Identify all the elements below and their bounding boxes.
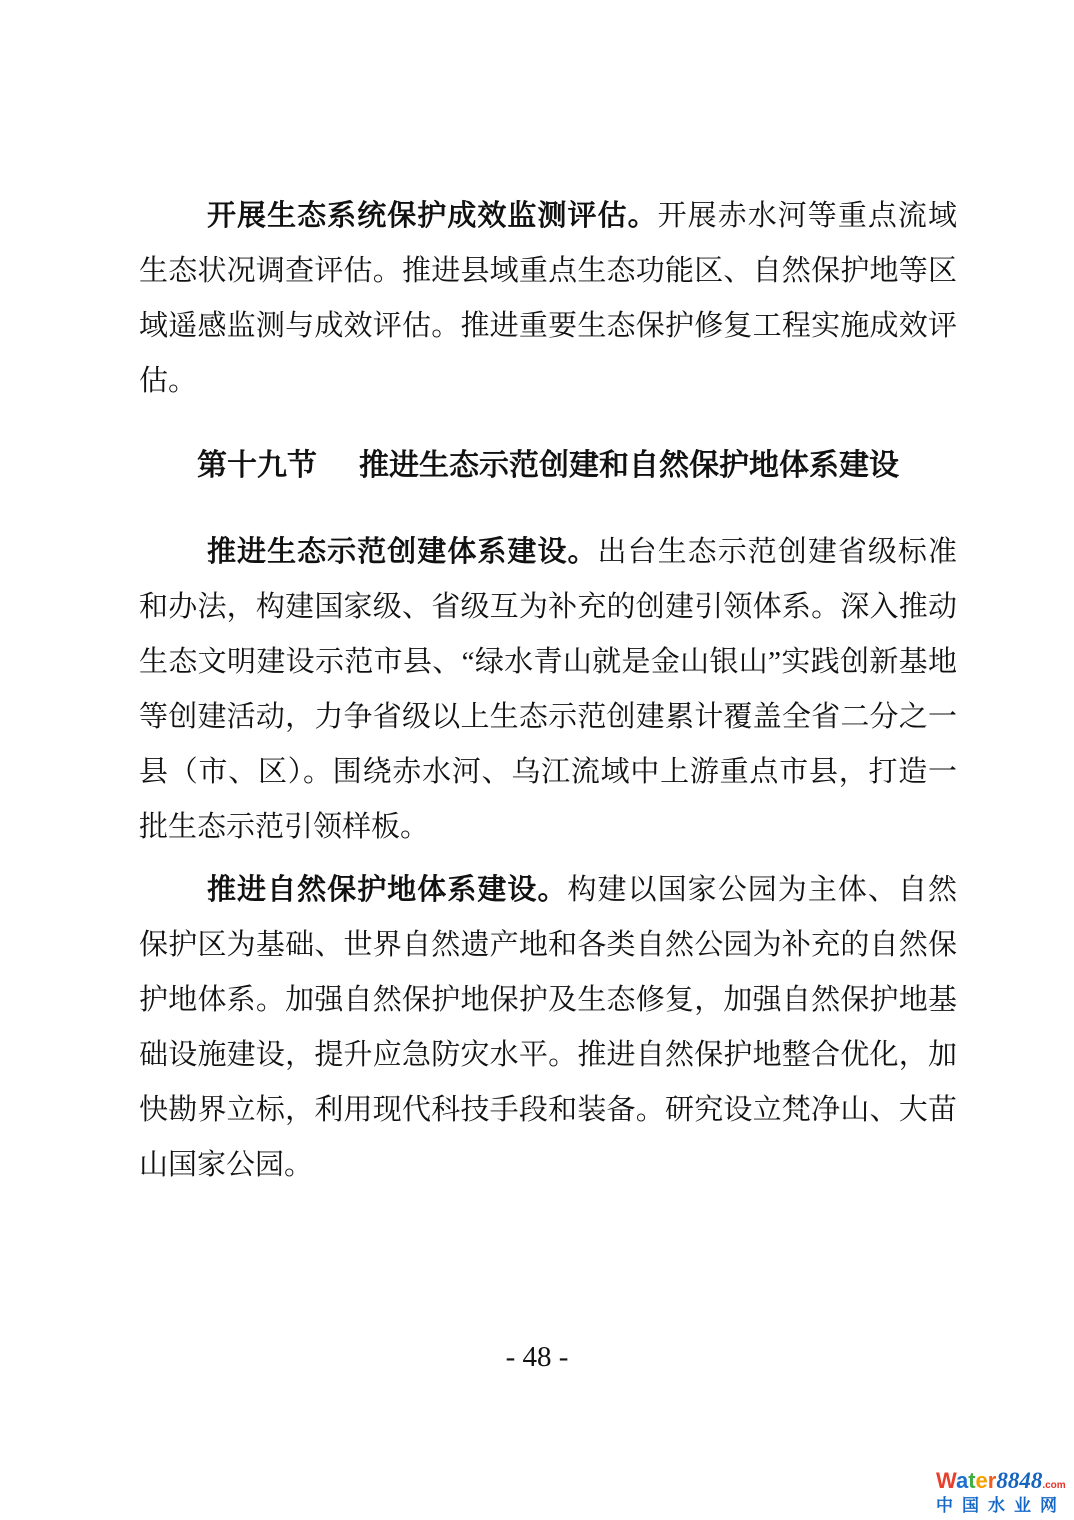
page-content bbox=[139, 189, 957, 1193]
paragraph-3-body: 构建以国家公园为主体、自然保护区为基础、世界自然遗产地和各类自然公园为补充的自然保护地体系。加强自然保护地保护及生态修复，加强自然保护地基础设施建设，提升应急防灾水平。推进自然保护地整合优化，加快勘界立标，利用现代科技手段和装备。研究设立梵净山、大苗山国家公园。 bbox=[139, 874, 957, 1181]
page-number: - 48 - bbox=[505, 1341, 569, 1373]
paragraph-1 bbox=[139, 189, 957, 409]
section-number: 第十九节 bbox=[197, 449, 317, 482]
logo-letter-w: W bbox=[936, 1468, 956, 1493]
logo-letter-a: a bbox=[955, 1468, 969, 1493]
logo-letter-t: t bbox=[968, 1468, 976, 1493]
paragraph-2-lead: 推进生态示范创建体系建设。 bbox=[207, 536, 598, 568]
logo-tld: .com bbox=[1042, 1480, 1066, 1491]
section-heading bbox=[139, 438, 957, 493]
logo-subtitle: 中国水业网 bbox=[936, 1496, 1066, 1515]
paragraph-2 bbox=[139, 525, 957, 855]
paragraph-3-lead: 推进自然保护地体系建设。 bbox=[207, 874, 568, 906]
logo-number: 8848 bbox=[996, 1468, 1043, 1493]
paragraph-2-body: 出台生态示范创建省级标准和办法，构建国家级、省级互为补充的创建引领体系。深入推动生态文明建设示范市县、“绿水青山就是金山银山”实践创新基地等创建活动，力争省级以上生态示范创建累计覆盖全省二分之一县（市、区）。围绕赤水河、乌江流域中上游重点市县，打造一批生态示范引领样板。 bbox=[139, 536, 957, 843]
water8848-logo bbox=[936, 1469, 1066, 1514]
section-title: 推进生态示范创建和自然保护地体系建设 bbox=[359, 449, 899, 482]
paragraph-1-lead: 开展生态系统保护成效监测评估。 bbox=[207, 200, 658, 232]
paragraph-3 bbox=[139, 863, 957, 1193]
logo-wordmark bbox=[936, 1469, 1066, 1492]
logo-letter-r: r bbox=[987, 1468, 997, 1493]
logo-letter-e: e bbox=[975, 1468, 988, 1493]
page-footer bbox=[0, 1339, 1074, 1375]
paragraph-1-body: 开展赤水河等重点流域生态状况调查评估。推进县域重点生态功能区、自然保护地等区域遥感监测与成效评估。推进重要生态保护修复工程实施成效评估。 bbox=[139, 200, 957, 397]
